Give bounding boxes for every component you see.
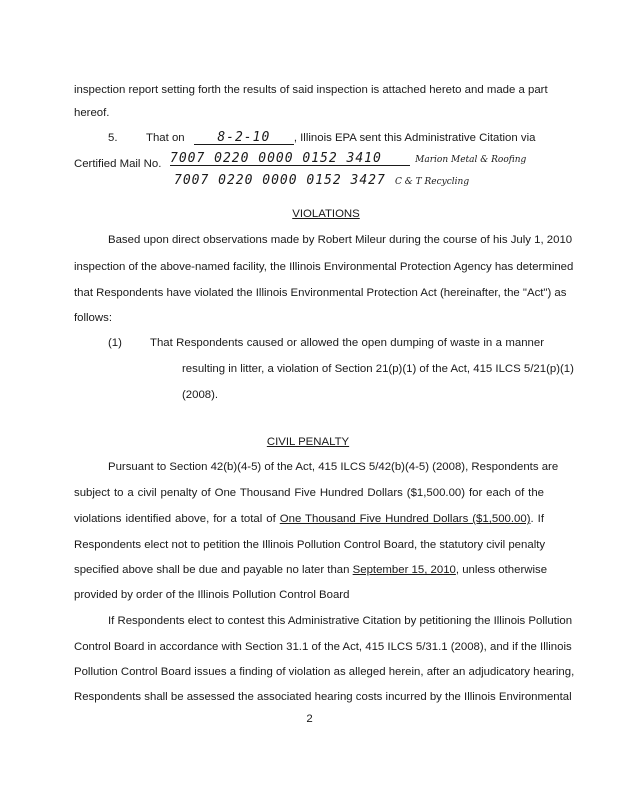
- item-5-line: [146, 131, 535, 145]
- violations-para-line-2: inspection of the above-named facility, the Illinois Environmental Protection Agency has determined: [74, 261, 574, 273]
- contest-line-4: Respondents shall be assessed the associated hearing costs incurred by the Illinois Environmental: [74, 691, 572, 703]
- penalty-line-3-post: . If: [530, 513, 544, 525]
- penalty-line-6: provided by order of the Illinois Pollution Control Board: [74, 589, 350, 601]
- violations-para-line-1: Based upon direct observations made by Robert Mileur during the course of his July 1, 2010: [108, 234, 573, 246]
- item-5-number: 5.: [108, 132, 118, 144]
- penalty-line-3-pre: violations identified above, for a total of: [74, 513, 280, 525]
- intro-line-1: inspection report setting forth the results of said inspection is attached hereto and made a part: [74, 84, 548, 96]
- violation-item-line-2: resulting in litter, a violation of Section 21(p)(1) of the Act, 415 ILCS 5/21(p)(1): [182, 363, 574, 375]
- violation-item-line-3: (2008).: [182, 389, 219, 401]
- contest-line-1: If Respondents elect to contest this Administrative Citation by petitioning the Illinois Pollution: [108, 615, 573, 627]
- mail-recipient-1: Marion Metal & Roofing: [415, 155, 527, 165]
- civil-penalty-heading: CIVIL PENALTY: [266, 436, 350, 448]
- penalty-line-4: Respondents elect not to petition the Illinois Pollution Control Board, the statutory civil penalty: [74, 539, 546, 551]
- penalty-line-5-pre: specified above shall be due and payable no later than: [74, 564, 353, 576]
- mail-number-1-row: [170, 152, 542, 166]
- mail-number-2-row: [174, 173, 546, 188]
- violations-para-line-3: that Respondents have violated the Illinois Environmental Protection Act (hereinafter, the "Act") as: [74, 287, 567, 299]
- contest-line-3: Pollution Control Board issues a finding of violation as alleged herein, after an adjudicatory hearing,: [74, 666, 575, 678]
- penalty-due-date: September 15, 2010: [352, 564, 456, 576]
- mail-number-2: 7007 0220 0000 0152 3427: [174, 173, 386, 188]
- violation-item-line-1: That Respondents caused or allowed the open dumping of waste in a manner: [150, 337, 544, 349]
- violations-heading: VIOLATIONS: [292, 208, 360, 220]
- violation-item-label: (1): [108, 337, 122, 349]
- penalty-line-5-post: , unless otherwise: [455, 564, 548, 576]
- mail-number-1: 7007 0220 0000 0152 3410: [170, 152, 410, 166]
- penalty-line-3: [74, 512, 544, 526]
- page-number: 2: [306, 713, 313, 725]
- penalty-line-1: Pursuant to Section 42(b)(4-5) of the Act, 415 ILCS 5/42(b)(4-5) (2008), Respondents are: [108, 461, 559, 473]
- item-5-text-before: That on: [146, 132, 185, 144]
- handwritten-date: 8-2-10: [194, 131, 294, 145]
- certified-mail-label: Certified Mail No.: [74, 158, 162, 170]
- item-5-text-after: , Illinois EPA sent this Administrative Citation via: [293, 132, 536, 144]
- mail-recipient-2: C & T Recycling: [395, 177, 470, 187]
- contest-line-2: Control Board in accordance with Section 31.1 of the Act, 415 ILCS 5/31.1 (2008), and if the Illinois: [74, 641, 572, 653]
- intro-line-2: hereof.: [74, 107, 110, 119]
- penalty-line-5: [74, 563, 548, 577]
- penalty-total-amount: One Thousand Five Hundred Dollars ($1,500.00): [279, 513, 531, 525]
- penalty-line-2: subject to a civil penalty of One Thousand Five Hundred Dollars ($1,500.00) for each of the: [74, 487, 544, 499]
- violations-para-line-4: follows:: [74, 312, 112, 324]
